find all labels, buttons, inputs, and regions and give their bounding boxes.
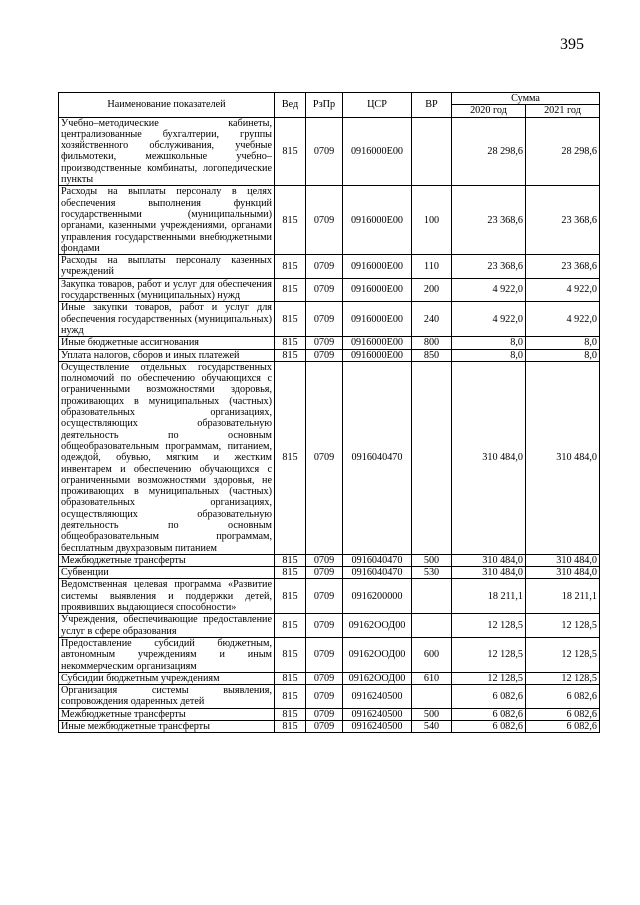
row-rzpr: 0709 [306, 579, 343, 614]
table-row [59, 302, 600, 337]
row-vr: 600 [412, 637, 452, 672]
row-sum-2020: 8,0 [452, 337, 526, 349]
row-sum-2020: 310 484,0 [452, 554, 526, 566]
row-ved: 815 [275, 302, 306, 337]
row-csr: 0916040470 [343, 567, 412, 579]
row-sum-2020: 23 368,6 [452, 255, 526, 279]
page-number: 395 [560, 36, 584, 53]
row-sum-2021: 12 128,5 [526, 614, 600, 638]
row-name: Учреждения, обеспечивающие предоставление услуг в сфере образования [59, 614, 275, 638]
row-csr: 0916000Е00 [343, 337, 412, 349]
table-row [59, 554, 600, 566]
row-ved: 815 [275, 708, 306, 720]
row-csr: 0916000Е00 [343, 117, 412, 186]
row-name: Ведомственная целевая программа «Развитие системы выявления и поддержки детей, проявивших выдающиеся способности» [59, 579, 275, 614]
row-vr [412, 579, 452, 614]
row-name: Иные межбюджетные трансферты [59, 721, 275, 733]
header-ved: Вед [275, 93, 306, 118]
row-vr [412, 685, 452, 709]
row-csr: 0916240500 [343, 685, 412, 709]
row-vr: 500 [412, 708, 452, 720]
row-rzpr: 0709 [306, 672, 343, 684]
row-csr: 09162ООД00 [343, 672, 412, 684]
row-rzpr: 0709 [306, 302, 343, 337]
row-sum-2020: 310 484,0 [452, 567, 526, 579]
header-rzpr: РзПр [306, 93, 343, 118]
table-row [59, 117, 600, 186]
row-name: Осуществление отдельных государственных полномочий по обеспечению обучающихся с ограниченными возможностями здоровья, проживающих в муниципальных (частных) образовательных организациях, осуществляющих образовательную деятельность по основным общеобразовательным программам, питанием, одеждой, обувью, мягким и жестким инвентарем и обеспечению обучающихся с ограниченными возможностями здоровья, не проживающих в муниципальных (частных) образовательных организациях, осуществляющих образовательную деятельность по основным общеобразовательным программам, бесплатным двухразовым питанием [59, 361, 275, 554]
row-sum-2021: 6 082,6 [526, 721, 600, 733]
table-row [59, 614, 600, 638]
row-ved: 815 [275, 685, 306, 709]
row-rzpr: 0709 [306, 708, 343, 720]
row-rzpr: 0709 [306, 721, 343, 733]
row-sum-2021: 8,0 [526, 337, 600, 349]
row-ved: 815 [275, 721, 306, 733]
row-csr: 0916040470 [343, 361, 412, 554]
row-sum-2021: 12 128,5 [526, 672, 600, 684]
row-sum-2020: 23 368,6 [452, 186, 526, 255]
row-rzpr: 0709 [306, 349, 343, 361]
header-csr: ЦСР [343, 93, 412, 118]
row-rzpr: 0709 [306, 554, 343, 566]
row-name: Закупка товаров, работ и услуг для обеспечения государственных (муниципальных) нужд [59, 278, 275, 302]
row-sum-2021: 28 298,6 [526, 117, 600, 186]
row-sum-2020: 12 128,5 [452, 672, 526, 684]
row-rzpr: 0709 [306, 278, 343, 302]
row-sum-2020: 6 082,6 [452, 721, 526, 733]
row-sum-2021: 12 128,5 [526, 637, 600, 672]
header-sum: Сумма [452, 93, 600, 105]
table-body [59, 117, 600, 733]
row-vr: 500 [412, 554, 452, 566]
table-row [59, 637, 600, 672]
row-name: Субсидии бюджетным учреждениям [59, 672, 275, 684]
row-name: Организация системы выявления, сопровождения одаренных детей [59, 685, 275, 709]
row-csr: 0916040470 [343, 554, 412, 566]
table-row [59, 186, 600, 255]
row-rzpr: 0709 [306, 637, 343, 672]
table-row [59, 278, 600, 302]
row-sum-2021: 310 484,0 [526, 554, 600, 566]
row-name: Иные бюджетные ассигнования [59, 337, 275, 349]
budget-table [58, 92, 600, 733]
row-sum-2020: 28 298,6 [452, 117, 526, 186]
row-rzpr: 0709 [306, 255, 343, 279]
table-row [59, 255, 600, 279]
row-ved: 815 [275, 614, 306, 638]
row-sum-2020: 12 128,5 [452, 637, 526, 672]
row-rzpr: 0709 [306, 117, 343, 186]
row-sum-2020: 18 211,1 [452, 579, 526, 614]
row-vr: 540 [412, 721, 452, 733]
row-csr: 0916000Е00 [343, 349, 412, 361]
row-sum-2021: 8,0 [526, 349, 600, 361]
row-ved: 815 [275, 554, 306, 566]
row-vr [412, 361, 452, 554]
row-rzpr: 0709 [306, 567, 343, 579]
row-ved: 815 [275, 278, 306, 302]
row-csr: 0916000Е00 [343, 255, 412, 279]
row-sum-2021: 310 484,0 [526, 567, 600, 579]
row-sum-2020: 4 922,0 [452, 278, 526, 302]
row-rzpr: 0709 [306, 337, 343, 349]
row-ved: 815 [275, 672, 306, 684]
table-row [59, 672, 600, 684]
row-sum-2021: 6 082,6 [526, 685, 600, 709]
row-name: Учебно–методические кабинеты, централизованные бухгалтерии, группы хозяйственного обслуживания, учебные фильмотеки, межшкольные учебно–производственные комбинаты, логопедические пункты [59, 117, 275, 186]
row-sum-2021: 4 922,0 [526, 278, 600, 302]
row-sum-2020: 6 082,6 [452, 685, 526, 709]
row-sum-2021: 23 368,6 [526, 186, 600, 255]
row-ved: 815 [275, 637, 306, 672]
row-sum-2021: 310 484,0 [526, 361, 600, 554]
table-row [59, 337, 600, 349]
row-sum-2020: 4 922,0 [452, 302, 526, 337]
table-row [59, 721, 600, 733]
table-row [59, 361, 600, 554]
row-sum-2021: 18 211,1 [526, 579, 600, 614]
row-ved: 815 [275, 255, 306, 279]
row-vr: 110 [412, 255, 452, 279]
row-vr: 530 [412, 567, 452, 579]
row-ved: 815 [275, 579, 306, 614]
row-vr: 800 [412, 337, 452, 349]
table-header [59, 93, 600, 118]
row-sum-2021: 6 082,6 [526, 708, 600, 720]
header-year-2020: 2020 год [452, 105, 526, 117]
row-ved: 815 [275, 361, 306, 554]
table-row [59, 685, 600, 709]
row-csr: 0916240500 [343, 721, 412, 733]
row-ved: 815 [275, 567, 306, 579]
row-vr: 200 [412, 278, 452, 302]
row-ved: 815 [275, 186, 306, 255]
table-row [59, 349, 600, 361]
row-csr: 0916240500 [343, 708, 412, 720]
row-vr [412, 117, 452, 186]
row-name: Расходы на выплаты персоналу казенных учреждений [59, 255, 275, 279]
row-sum-2020: 8,0 [452, 349, 526, 361]
row-csr: 0916000Е00 [343, 186, 412, 255]
row-csr: 0916200000 [343, 579, 412, 614]
table-row [59, 579, 600, 614]
row-csr: 09162ООД00 [343, 614, 412, 638]
row-sum-2021: 4 922,0 [526, 302, 600, 337]
row-csr: 09162ООД00 [343, 637, 412, 672]
table-row [59, 708, 600, 720]
row-name: Расходы на выплаты персоналу в целях обеспечения выполнения функций государственными (муниципальными) органами, казенными учреждениями, органами управления государственными внебюджетными фондами [59, 186, 275, 255]
row-name: Субвенции [59, 567, 275, 579]
row-vr: 610 [412, 672, 452, 684]
row-vr: 850 [412, 349, 452, 361]
header-vr: ВР [412, 93, 452, 118]
row-name: Иные закупки товаров, работ и услуг для обеспечения государственных (муниципальных) нужд [59, 302, 275, 337]
row-sum-2020: 310 484,0 [452, 361, 526, 554]
row-sum-2021: 23 368,6 [526, 255, 600, 279]
row-sum-2020: 6 082,6 [452, 708, 526, 720]
row-name: Межбюджетные трансферты [59, 708, 275, 720]
row-name: Межбюджетные трансферты [59, 554, 275, 566]
row-name: Предоставление субсидий бюджетным, автономным учреждениям и иным некоммерческим организациям [59, 637, 275, 672]
row-rzpr: 0709 [306, 361, 343, 554]
row-ved: 815 [275, 349, 306, 361]
row-ved: 815 [275, 337, 306, 349]
row-vr: 240 [412, 302, 452, 337]
row-csr: 0916000Е00 [343, 278, 412, 302]
row-rzpr: 0709 [306, 186, 343, 255]
row-ved: 815 [275, 117, 306, 186]
row-csr: 0916000Е00 [343, 302, 412, 337]
row-vr [412, 614, 452, 638]
row-vr: 100 [412, 186, 452, 255]
row-rzpr: 0709 [306, 614, 343, 638]
row-sum-2020: 12 128,5 [452, 614, 526, 638]
row-name: Уплата налогов, сборов и иных платежей [59, 349, 275, 361]
header-name: Наименование показателей [59, 93, 275, 118]
table-row [59, 567, 600, 579]
row-rzpr: 0709 [306, 685, 343, 709]
header-year-2021: 2021 год [526, 105, 600, 117]
